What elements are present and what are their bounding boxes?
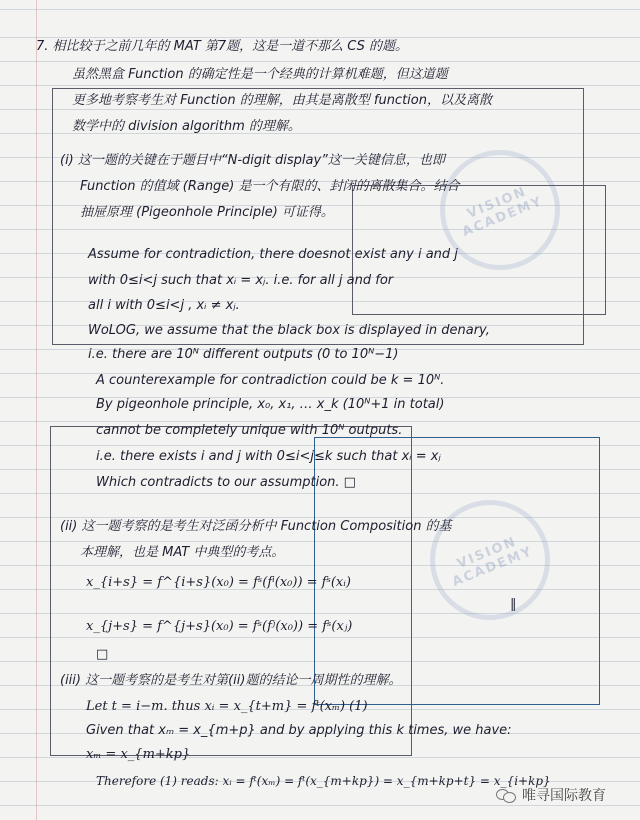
watermark-text: VISION ACADEMY [450, 534, 536, 590]
watermark-logo-top [422, 132, 578, 288]
part-ii-intro: (ii) 这一题考察的是考生对泛函分析中 Function Composition 的基 [60, 519, 452, 534]
proof-line: By pigeonhole principle, x₀, x₁, … x_k (10ᴺ+1 in total) [96, 397, 445, 412]
proof-line: cannot be completely unique with 10ᴺ outputs. [96, 423, 403, 438]
margin-rule [36, 0, 37, 820]
part-i-intro: (i) 这一题的关键在于题目中“N-digit display”这一关键信息，也即 [60, 153, 445, 168]
proof-line: Assume for contradiction, there doesnot exist any i and j [88, 247, 458, 262]
intro-line: 虽然黑盒 Function 的确定性是一个经典的计算机难题，但这道题 [72, 67, 448, 82]
footer-brand [496, 782, 606, 808]
proof-line: all i with 0≤i<j , xᵢ ≠ xⱼ. [88, 298, 240, 313]
part-ii-intro: 本理解，也是 MAT 中典型的考点。 [80, 545, 285, 560]
qed-mark: □ [96, 647, 109, 662]
footer-brand-label: 唯寻国际教育 [522, 788, 606, 804]
part-iii-intro: (iii) 这一题考察的是考生对第(ii)题的结论一周期性的理解。 [60, 673, 402, 688]
part-i-intro: Function 的值域 (Range) 是一个有限的、封闭的离散集合。结合 [80, 179, 460, 194]
proof-line: with 0≤i<j such that xᵢ = xⱼ. i.e. for all j and for [88, 273, 394, 288]
equation-line: xₘ = x_{m+kp} [86, 747, 191, 762]
watermark-logo-bottom [412, 482, 568, 638]
proof-line: Which contradicts to our assumption. □ [96, 475, 356, 490]
problem-heading: 7. 相比较于之前几年的 MAT 第7题，这是一道不那么 CS 的题。 [36, 39, 409, 54]
part-i-intro: 抽屉原理 (Pigeonhole Principle) 可证得。 [80, 205, 334, 220]
proof-line: Given that xₘ = x_{m+p} and by applying this k times, we have: [86, 723, 512, 738]
wechat-icon [496, 787, 516, 803]
intro-line: 更多地考察考生对 Function 的理解，由其是离散型 function，以及离散 [72, 93, 492, 108]
proof-line: i.e. there are 10ᴺ different outputs (0 to 10ᴺ−1) [88, 347, 399, 362]
equals-vertical: ‖ [510, 597, 517, 612]
equation-line: x_{i+s} = f^{i+s}(x₀) = fˢ(fⁱ(x₀)) = fˢ(xᵢ) [86, 575, 351, 590]
equation-line: x_{j+s} = f^{j+s}(x₀) = fˢ(fʲ(x₀)) = fˢ(xⱼ) [86, 619, 353, 634]
equation-line: Let t = i−m. thus xᵢ = x_{t+m} = fᵗ(xₘ) (1) [86, 699, 368, 714]
intro-line: 数学中的 division algorithm 的理解。 [72, 119, 301, 134]
equation-line: Therefore (1) reads: xᵢ = fᵗ(xₘ) = fᵗ(x_{m+kp}) = x_{m+kp+t} = x_{i+kp} [96, 774, 551, 788]
proof-line: A counterexample for contradiction could be k = 10ᴺ. [96, 373, 445, 388]
proof-line: WoLOG, we assume that the black box is displayed in denary, [88, 323, 490, 338]
watermark-text: VISION ACADEMY [460, 184, 546, 240]
proof-line: i.e. there exists i and j with 0≤i<j≤k such that xᵢ = xⱼ [96, 449, 441, 464]
